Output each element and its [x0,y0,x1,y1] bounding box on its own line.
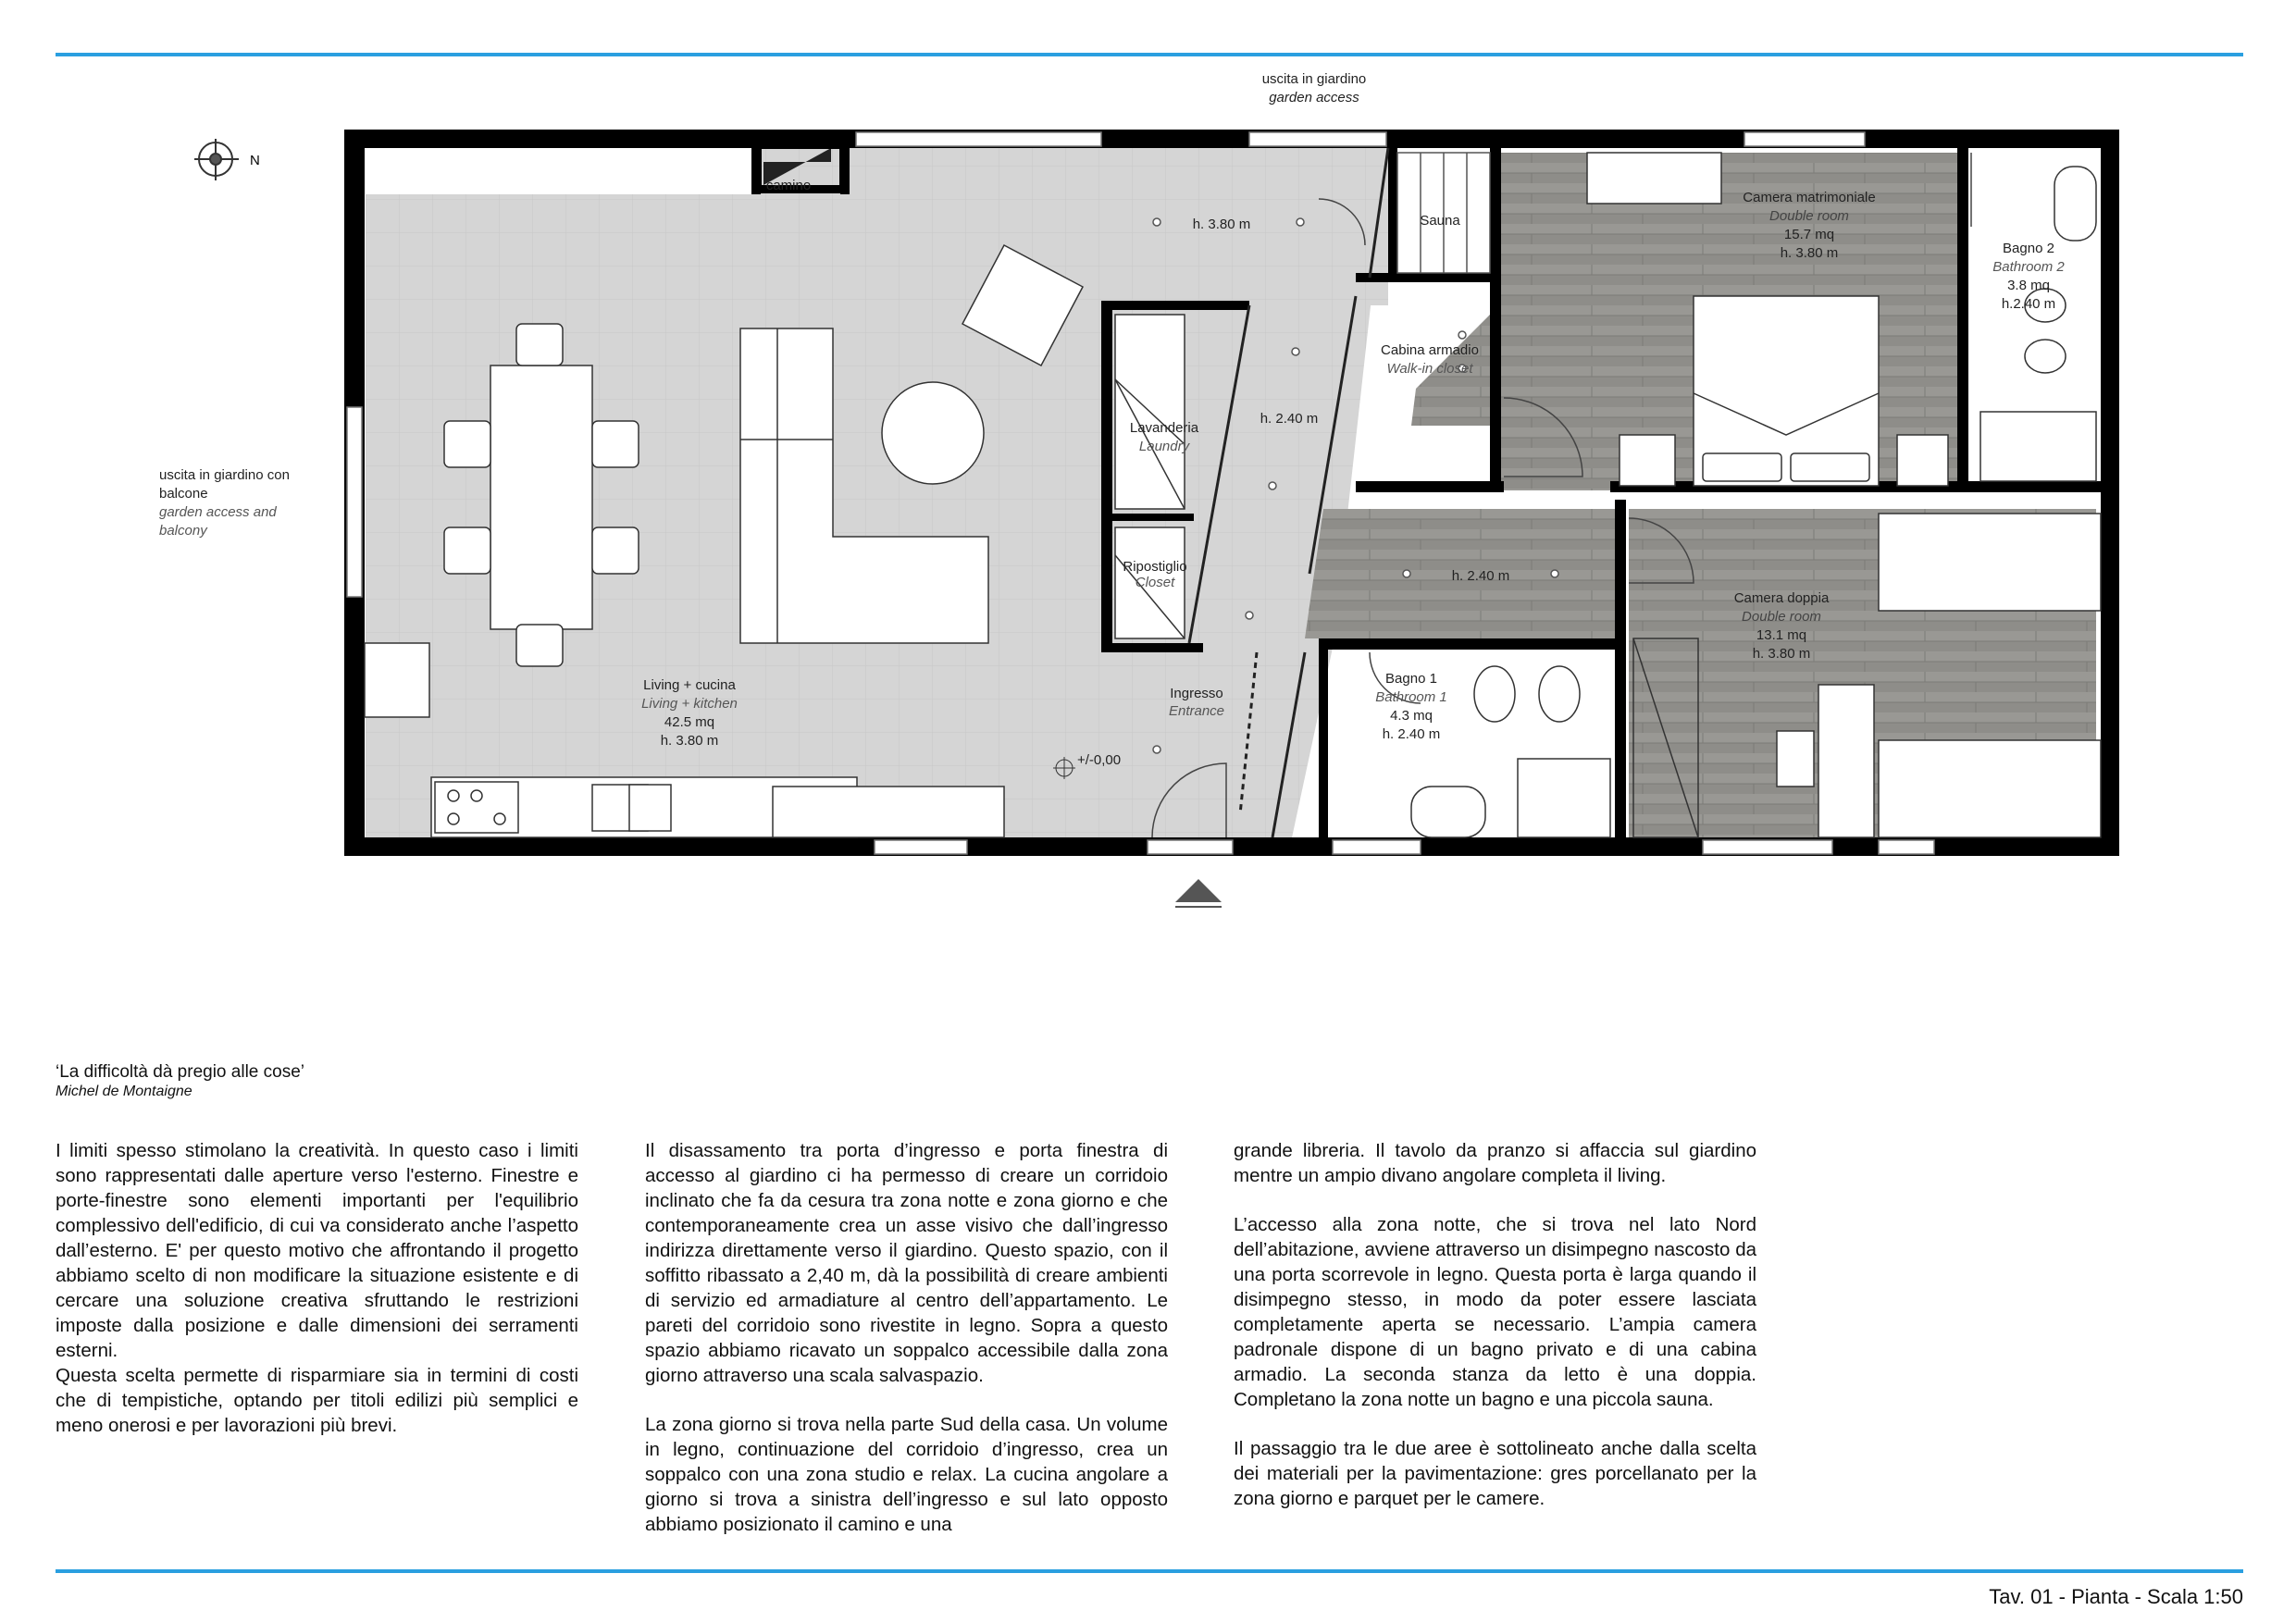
living-it: Living + cucina [643,677,736,693]
hall-height: h. 2.40 m [1451,568,1510,584]
entrance-arrow [1175,879,1222,902]
bath2-it: Bagno 2 [2003,241,2054,256]
level-label: +/-0,00 [1077,752,1122,768]
closet-it: Cabina armadio [1381,342,1479,358]
bath1-h: h. 2.40 m [1382,726,1441,742]
balcony-label-it-1: uscita in giardino con [159,467,290,483]
storage-it: Ripostiglio [1123,559,1187,575]
living-h: h. 3.80 m [660,733,719,749]
paragraph: Il passaggio tra le due aree è sottolineato anche dalla scelta dei materiali per la pavimentazione: gres porcellanato per la zona giorno e parquet per le camere. [1234,1438,1756,1509]
bathroom2-fixtures [1980,167,2096,481]
quote-author: Michel de Montaigne [56,1084,192,1099]
corridor-height: h. 2.40 m [1260,411,1319,427]
bath1-it: Bagno 1 [1385,671,1437,687]
bath2-area: 3.8 mq [2007,278,2050,293]
camino-label: camino [765,178,812,193]
laundry-it: Lavanderia [1129,420,1199,436]
closet-en: Walk-in closet [1386,361,1473,377]
living-height: h. 3.80 m [1192,217,1251,232]
paragraph: La zona giorno si trova nella parte Sud della casa. Un volume in legno, continuazione del corridoio d’ingresso, crea un soppalco con una zona studio e relax. La cucina angolare a giorno si trova a sinistra dell’ingresso e sul lato opposto abbiamo posizionato il camino e una [645,1414,1168,1535]
bath1-area: 4.3 mq [1390,708,1433,724]
laundry-en: Laundry [1138,439,1190,454]
sauna-label: Sauna [1420,213,1460,229]
text-column-3 [1234,1138,1756,1535]
balcony-label-en-1: garden access and [159,504,277,520]
sheet-caption: Tav. 01 - Pianta - Scala 1:50 [1989,1585,2243,1608]
balcony-label-it-2: balcone [159,486,208,502]
paragraph: Questa scelta permette di risparmiare sia in termini di costi che di tempistiche, optando per titoli edilizi più semplici e meno onerosi e per lavorazioni più brevi. [56,1365,578,1436]
double-room-it: Camera doppia [1733,590,1830,606]
paragraph: I limiti spesso stimolano la creatività. In questo caso i limiti sono rappresentati dalle aperture verso l'esterno. Finestre e porte-finestre sono elementi importanti per l'equilibrio complessivo dell'edificio, di cui va considerato anche l’aspetto dall’esterno. E' per questo motivo che affrontando il progetto abbiamo scelto di non modificare la situazione esistente e di cercare una soluzione creativa sfruttando le restrizioni imposte dalla posizione e dalle dimensioni dei serramenti esterni. [56,1140,578,1361]
text-column-1 [56,1138,578,1462]
master-room-h: h. 3.80 m [1780,245,1839,261]
north-label: N [250,153,260,168]
garden-access-label-it: uscita in giardino [1261,71,1367,87]
living-area: 42.5 mq [664,714,715,730]
garden-access-label-en: garden access [1269,90,1359,105]
master-room-en: Double room [1769,208,1849,224]
bottom-rule [56,1569,2243,1573]
bath1-en: Bathroom 1 [1375,689,1447,705]
bath2-en: Bathroom 2 [1992,259,2065,275]
storage-en: Closet [1135,575,1175,590]
balcony-label-en-2: balcony [159,523,207,539]
entrance-it: Ingresso [1170,686,1223,701]
double-room-en: Double room [1742,609,1821,625]
paragraph: Il disassamento tra porta d’ingresso e porta finestra di accesso al giardino ci ha permesso di creare un corridoio inclinato che fa da cesura tra zona notte e zona giorno e che contemporaneamente crea un asse visivo che dall’ingresso indirizza direttamente verso il giardino. Questo spazio, con il soffitto ribassato a 2,40 m, dà la possibilità di creare ambienti di servizio ed armadiature al centro dell’appartamento. Le pareti del corridoio sono rivestite in legno. Sopra a questo spazio abbiamo ricavato un soppalco accessibile dalla zona giorno attraverso una scala salvaspazio. [645,1140,1168,1386]
living-en: Living + kitchen [641,696,738,712]
text-column-2 [645,1138,1168,1561]
master-room-it: Camera matrimoniale [1743,190,1876,205]
paragraph: L’accesso alla zona notte, che si trova nel lato Nord dell’abitazione, avviene attraverso un disimpegno nascosto da una porta scorrevole in legno. Questa porta è larga quando il disimpegno stesso, in modo da poter essere lasciata completamente aperta se necessario. L’ampia camera padronale dispone di un bagno privato e di una cabina armadio. La seconda stanza da letto è una doppia. Completano la zona notte un bagno e una piccola sauna. [1234,1214,1756,1410]
double-room-h: h. 3.80 m [1752,646,1811,662]
double-room-area: 13.1 mq [1756,627,1807,643]
quote-text: ‘La difficoltà dà pregio alle cose’ [56,1062,304,1082]
paragraph: grande libreria. Il tavolo da pranzo si affaccia sul giardino mentre un ampio divano angolare completa il living. [1234,1140,1756,1186]
north-arrow [194,139,239,180]
master-room-area: 15.7 mq [1783,227,1835,242]
quote-block [56,1062,304,1100]
bath2-h: h.2.40 m [2001,296,2056,312]
entrance-en: Entrance [1168,703,1225,719]
